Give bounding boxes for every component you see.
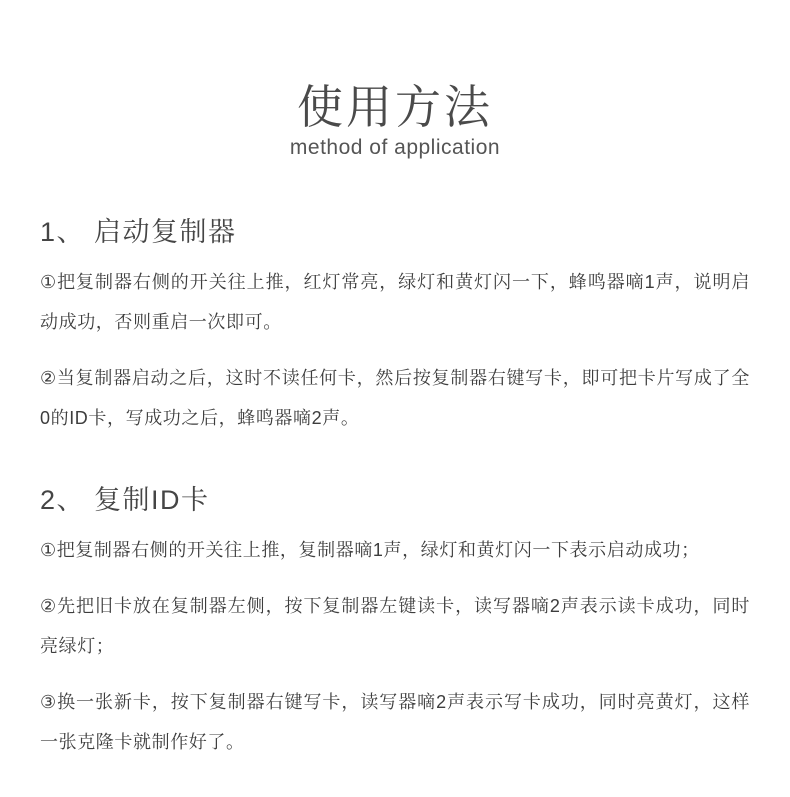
instruction-paragraph: ①把复制器右侧的开关往上推，复制器嘀1声，绿灯和黄灯闪一下表示启动成功；	[40, 540, 700, 561]
content-area	[0, 216, 790, 763]
title-block	[0, 0, 790, 160]
instruction-paragraph: ②当复制器启动之后，这时不读任何卡，然后按复制器右键写卡，即可把卡片写成了全0的ID卡，写成功之后，蜂鸣器嘀2声。	[40, 367, 750, 428]
section-start-copier	[40, 216, 750, 438]
page-subtitle: method of application	[289, 135, 501, 159]
section-copy-id-card	[40, 484, 750, 762]
section-heading: 2、 复制ID卡	[40, 484, 210, 515]
section-heading: 1、 启动复制器	[40, 216, 237, 247]
instruction-paragraph: ①把复制器右侧的开关往上推，红灯常亮，绿灯和黄灯闪一下，蜂鸣器嘀1声，说明启动成功，否则重启一次即可。	[40, 271, 750, 332]
instruction-paragraph: ③换一张新卡，按下复制器右键写卡，读写器嘀2声表示写卡成功，同时亮黄灯，这样一张克隆卡就制作好了。	[40, 692, 750, 753]
page-title: 使用方法	[297, 81, 493, 133]
instruction-paragraph: ②先把旧卡放在复制器左侧，按下复制器左键读卡，读写器嘀2声表示读卡成功，同时亮绿灯；	[40, 596, 750, 657]
